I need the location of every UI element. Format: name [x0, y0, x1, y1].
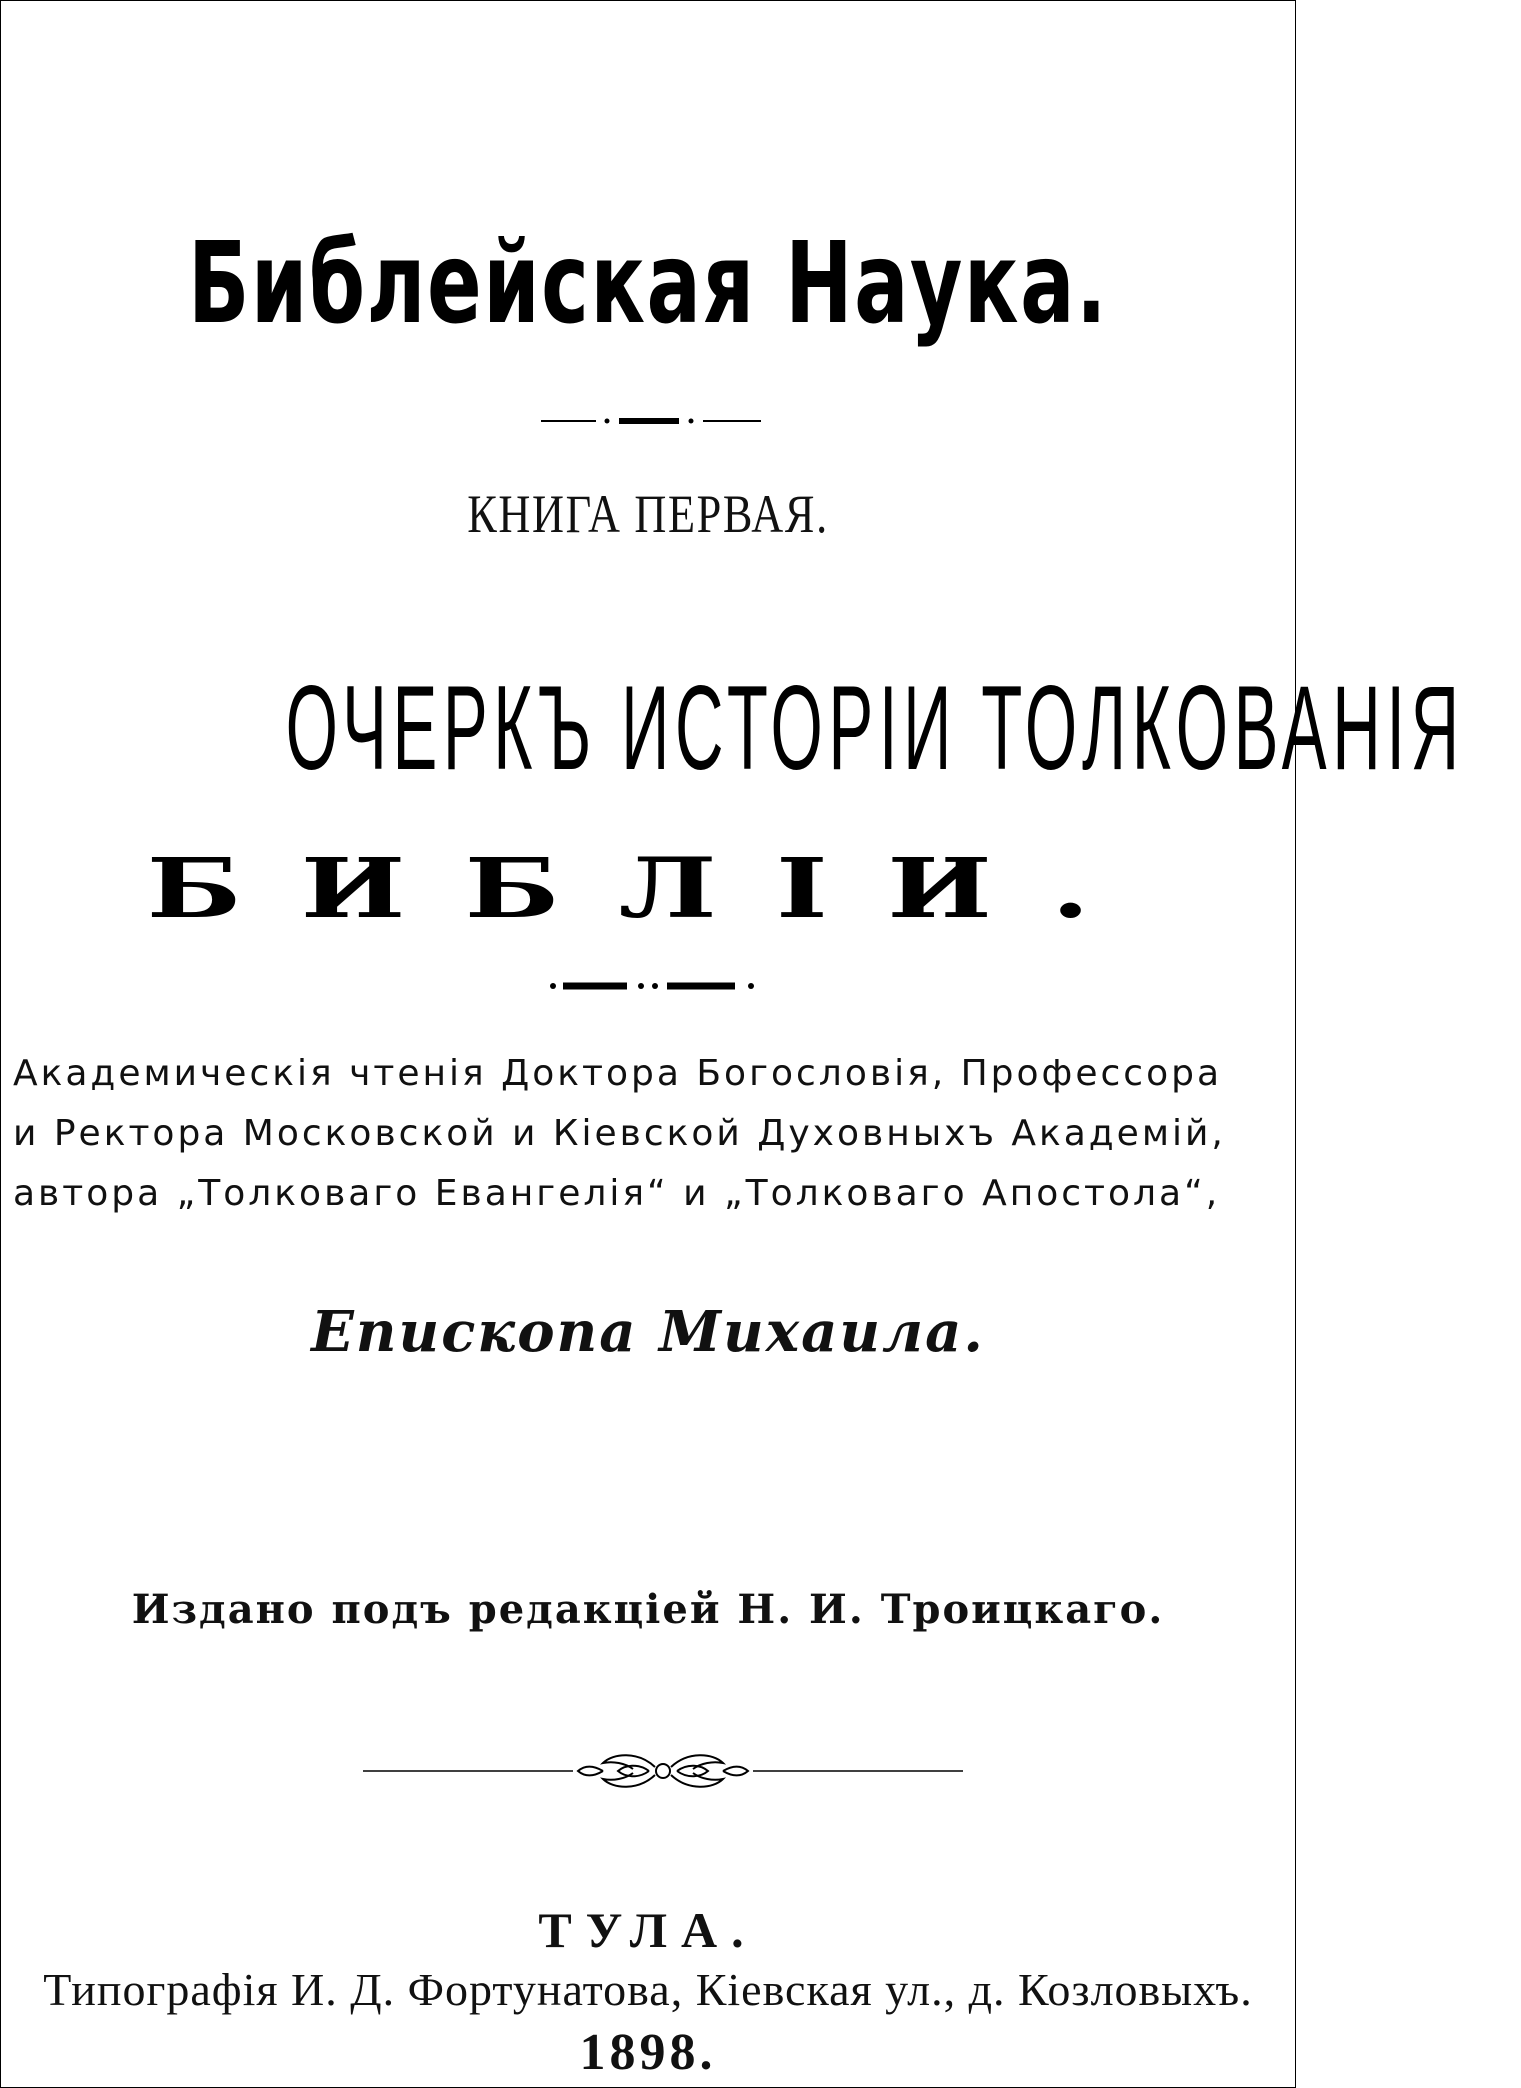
rule-ornament-middle [549, 976, 759, 996]
imprint-printer: Типографія И. Д. Фортунатова, Кіевская ул., д. Козловыхъ. [43, 1964, 1253, 2015]
description-line: и Ректора Московской и Кіевской Духовныхъ Академій, [13, 1113, 1226, 1154]
imprint-year: 1898. [579, 2024, 717, 2081]
description-line: Академическія чтенія Доктора Богословія, Профессора [13, 1053, 1223, 1094]
essay-title: ОЧЕРКЪ ИСТОРІИ ТОЛКОВАНІЯ [285, 661, 1465, 795]
book-series-title: Библейская Наука. [187, 219, 1109, 349]
rule-ornament-top [541, 411, 761, 431]
author-name: Епископа Михаила. [311, 1299, 985, 1365]
description-line: автора „Толковаго Евангелія“ и „Толковаго Апостола“, [13, 1173, 1221, 1214]
floral-divider [363, 1741, 963, 1801]
book-number: КНИГА ПЕРВАЯ. [467, 484, 829, 544]
imprint-city: ТУЛА. [538, 1902, 758, 1958]
essay-title-bible: БИБЛІИ. [146, 841, 1150, 937]
editor-credit: Издано подъ редакціей Н. И. Троицкаго. [131, 1586, 1165, 1633]
